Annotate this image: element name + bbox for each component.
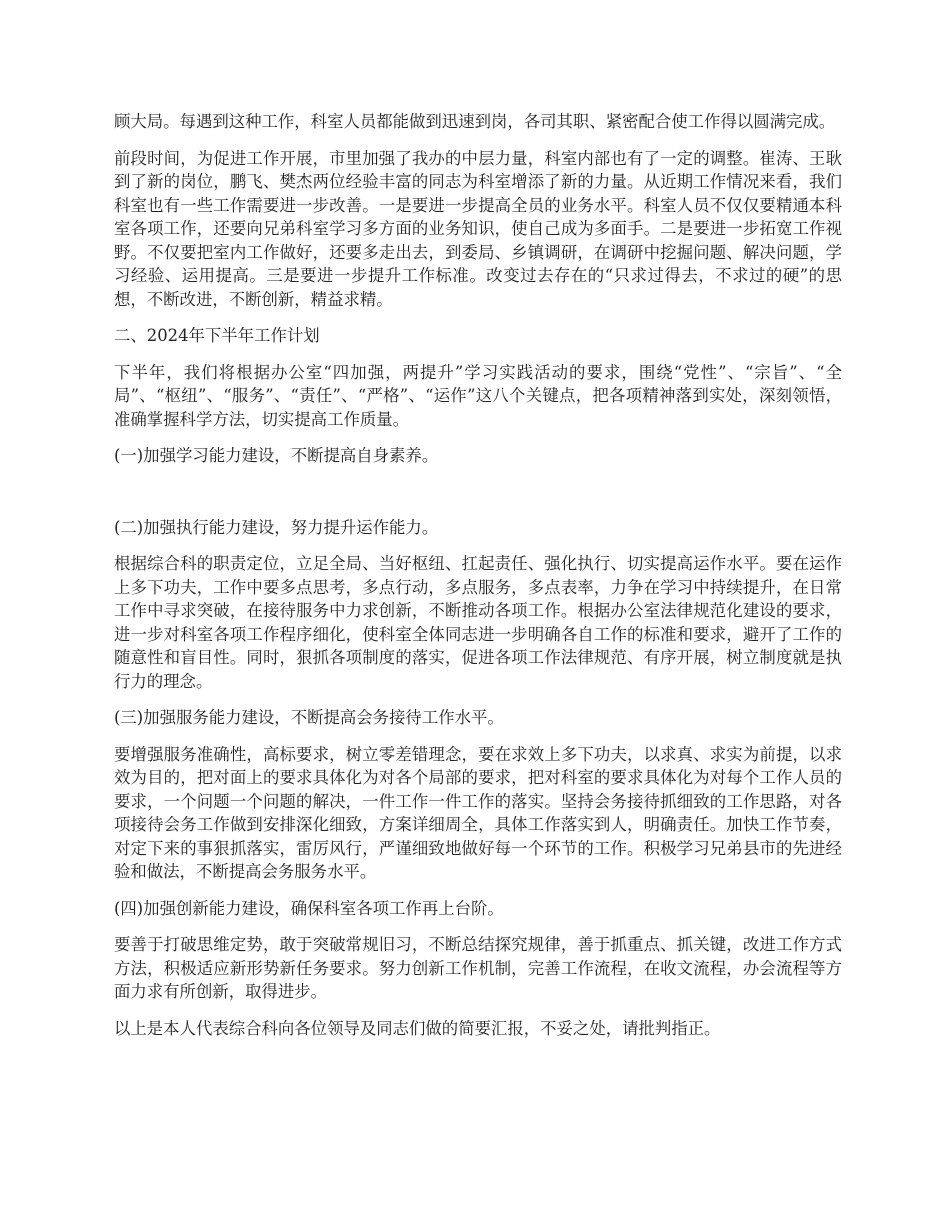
paragraph-innovation: 要善于打破思维定势，敢于突破常规旧习，不断总结探究规律，善于抓重点、抓关键，改进工作方式方法，积极适应新形势新任务要求。努力创新工作机制，完善工作流程，在收文流程，办会流程等方面力求有所创新，取得进步。 — [114, 935, 842, 1001]
paragraph-service: 要增强服务准确性，高标要求，树立零差错理念，要在求效上多下功夫，以求真、求实为前提，以求效为目的，把对面上的要求具体化为对各个局部的要求，把对科室的要求具体化为对每个工作人员的要求，一个问题一个问题的解决，一件工作一件工作的落实。坚持会务接待抓细致的工作思路，对各项接待会务工作做到安排深化细致，方案详细周全，具体工作落实到人，明确责任。加快工作节奏，对定下来的事狠抓落实，雷厉风行，严谨细致地做好每一个环节的工作。积极学习兄弟县市的先进经验和做法，不断提高会务服务水平。 — [114, 744, 842, 881]
paragraph-staff-changes: 前段时间，为促进工作开展，市里加强了我办的中层力量，科室内部也有了一定的调整。崔涛、王耿到了新的岗位，鹏飞、樊杰两位经验丰富的同志为科室增添了新的力量。从近期工作情况来看，我们科室也有一些工作需要进一步改善。一是要进一步提高全员的业务水平。科室人员不仅仅要精通本科室各项工作，还要向兄弟科室学习多方面的业务知识，使自己成为多面手。二是要进一步拓宽工作视野。不仅要把室内工作做好，还要多走出去，到委局、乡镇调研，在调研中挖掘问题、解决问题，学习经验、运用提高。三是要进一步提升工作标准。改变过去存在的“只求过得去，不求过的硬”的思想，不断改进，不断创新，精益求精。 — [114, 148, 842, 309]
subheading-learning: (一)加强学习能力建设，不断提高自身素养。 — [114, 446, 439, 465]
document-body — [114, 110, 842, 1053]
section-heading-plan: 二、2024年下半年工作计划 — [114, 326, 320, 345]
subheading-service: (三)加强服务能力建设，不断提高会务接待工作水平。 — [114, 708, 504, 727]
paragraph-closing: 以上是本人代表综合科向各位领导及同志们做的简要汇报，不妥之处，请批判指正。 — [114, 1018, 721, 1038]
subheading-execution: (二)加强执行能力建设，努力提升运作能力。 — [114, 517, 439, 537]
paragraph-plan-intro: 下半年，我们将根据办公室“四加强，两提升”学习实践活动的要求，围绕“党性”、“宗旨”、“全局”、“枢纽”、“服务”、“责任”、“严格”、“运作”这八个关键点，把各项精神落到实处，深刻领悟，准确掌握科学方法，切实提高工作质量。 — [114, 362, 842, 429]
paragraph-continuation: 顾大局。每遇到这种工作，科室人员都能做到迅速到岗，各司其职、紧密配合使工作得以圆满完成。 — [114, 112, 836, 131]
paragraph-execution: 根据综合科的职责定位，立足全局、当好枢纽、扛起责任、强化执行、切实提高运作水平。要在运作上多下功夫，工作中要多点思考，多点行动，多点服务，多点表率，力争在学习中持续提升，在日常工作中寻求突破，在接待服务中力求创新，不断推动各项工作。根据办公室法律规范化建设的要求，进一步对科室各项工作程序细化，使科室全体同志进一步明确各自工作的标准和要求，避开了工作的随意性和盲目性。同时，狠抓各项制度的落实，促进各项工作法律规范、有序开展，树立制度就是执行力的理念。 — [114, 554, 842, 691]
subheading-innovation: (四)加强创新能力建设，确保科室各项工作再上台阶。 — [114, 898, 504, 918]
